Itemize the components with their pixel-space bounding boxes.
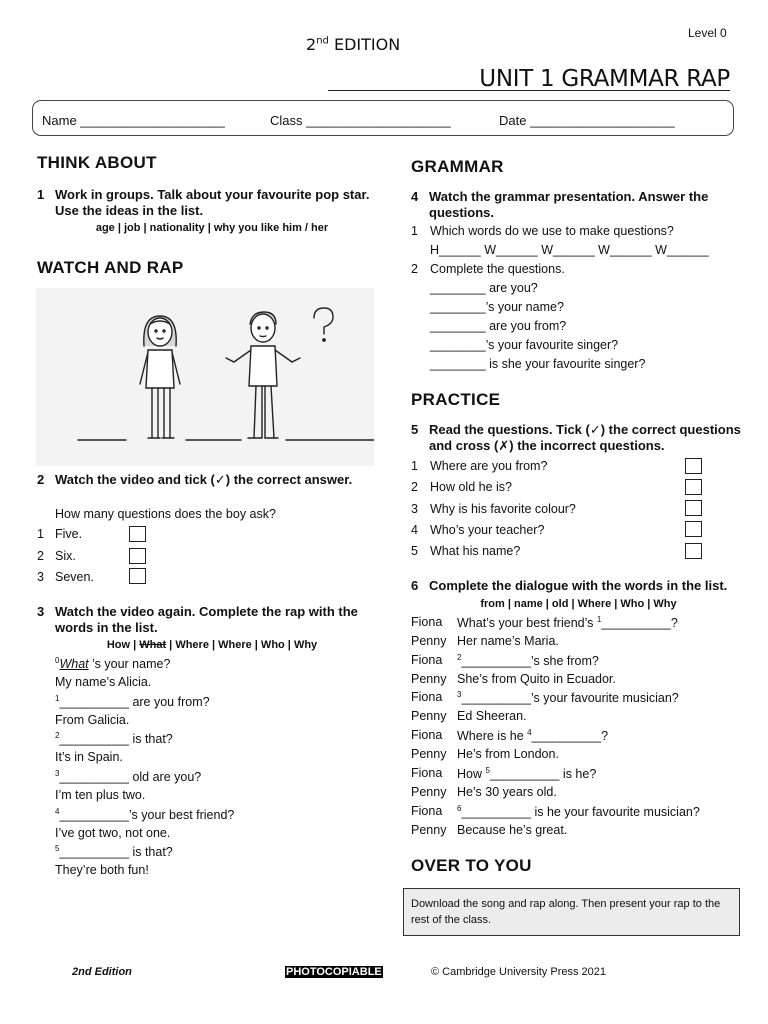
practice-heading: PRACTICE (411, 390, 501, 409)
rap-line[interactable]: $^4$__________’s your best friend? (55, 807, 235, 823)
exercise-2-question: How many questions does the boy ask? (55, 507, 276, 521)
dialogue-line: Because he’s great. (457, 823, 568, 837)
sub-question: Complete the questions. (430, 262, 565, 276)
sub-number: 1 (411, 224, 418, 238)
watch-and-rap-heading: WATCH AND RAP (37, 258, 184, 277)
tick-box[interactable] (129, 526, 146, 542)
rap-line[interactable]: $^5$__________ is that? (55, 844, 173, 860)
speaker: Fiona (411, 804, 443, 818)
speaker: Fiona (411, 690, 443, 704)
speaker: Fiona (411, 653, 443, 667)
dialogue-line: Her name’s Maria. (457, 634, 559, 648)
dialogue-line[interactable]: $^2$__________’s she from? (457, 653, 599, 669)
practice-question: What his name? (430, 544, 521, 558)
over-to-you-text: Download the song and rap along. Then present your rap to the rest of the class. (411, 898, 721, 926)
speaker: Fiona (411, 766, 443, 780)
question-word-blanks[interactable]: H______ W______ W______ W______ W______ (430, 243, 709, 257)
question-blank[interactable]: ________’s your name? (430, 300, 564, 314)
tick-box[interactable] (685, 500, 702, 516)
dialogue-line: Ed Sheeran. (457, 709, 527, 723)
level-label: Level 0 (688, 26, 727, 40)
speaker: Penny (411, 823, 447, 837)
practice-question: Where are you from? (430, 459, 548, 473)
exercise-4-instruction: 4 Watch the grammar presentation. Answer the questions. (411, 189, 709, 220)
exercise-3-instruction: 3 Watch the video again. Complete the rap with the words in the list. (37, 604, 358, 635)
photocopiable-badge: PHOTOCOPIABLE (286, 966, 382, 978)
dialogue-line[interactable]: $^3$__________’s your favourite musician? (457, 690, 679, 706)
speaker: Fiona (411, 728, 443, 742)
practice-question: Who’s your teacher? (430, 523, 545, 537)
option-label: Six. (55, 549, 76, 563)
rap-line[interactable]: $^3$__________ old are you? (55, 769, 202, 785)
rap-line: I’ve got two, not one. (55, 826, 171, 840)
item-number: 5 (411, 544, 418, 558)
illustration (36, 288, 374, 466)
question-blank[interactable]: ________’s your favourite singer? (430, 338, 619, 352)
page-title: UNIT 1 GRAMMAR RAP (479, 66, 730, 92)
practice-question: How old he is? (430, 480, 512, 494)
question-blank[interactable]: ________ are you from? (430, 319, 567, 333)
girl-and-boy-illustration (36, 288, 374, 466)
over-to-you-heading: OVER TO YOU (411, 856, 532, 875)
rap-line: I’m ten plus two. (55, 788, 146, 802)
item-number: 1 (411, 459, 418, 473)
tick-box[interactable] (685, 543, 702, 559)
speaker: Penny (411, 709, 447, 723)
rap-line: It’s in Spain. (55, 750, 123, 764)
item-number: 2 (411, 480, 418, 494)
rap-line[interactable]: $^2$__________ is that? (55, 731, 173, 747)
exercise-1-instruction: 1 Work in groups. Talk about your favourite pop star. Use the ideas in the list. (37, 187, 370, 218)
tick-box[interactable] (129, 548, 146, 564)
sub-number: 2 (411, 262, 418, 276)
tick-box[interactable] (129, 568, 146, 584)
rap-line[interactable]: $^1$__________ are you from? (55, 694, 210, 710)
speaker: Penny (411, 634, 447, 648)
rap-word-list: How | What | Where | Where | Who | Why (106, 639, 318, 651)
question-blank[interactable]: ________ is she your favourite singer? (430, 357, 646, 371)
speaker: Penny (411, 747, 447, 761)
option-number: 1 (37, 527, 44, 541)
exercise-6-instruction: 6 Complete the dialogue with the words in the list. (411, 578, 728, 593)
exercise-2-instruction: 2 Watch the video and tick (✓) the correct answer. (37, 472, 353, 487)
dialogue-line[interactable]: Where is he $^4$__________? (457, 728, 609, 744)
speaker: Penny (411, 672, 447, 686)
option-number: 2 (37, 549, 44, 563)
dialogue-word-list: from | name | old | Where | Who | Why (480, 598, 677, 610)
item-number: 3 (411, 502, 418, 516)
name-field[interactable]: Name ____________________ (42, 113, 225, 128)
edition-label: 2nd EDITION (306, 35, 401, 54)
option-label: Seven. (55, 570, 94, 584)
sub-question: Which words do we use to make questions? (430, 224, 674, 238)
ideas-list: age | job | nationality | why you like him / her (95, 222, 329, 234)
option-label: Five. (55, 527, 83, 541)
rap-line: From Galicia. (55, 713, 130, 727)
dialogue-line: He’s 30 years old. (457, 785, 557, 799)
dialogue-line[interactable]: $^6$__________ is he your favourite musician? (457, 804, 700, 820)
rap-line: My name’s Alicia. (55, 675, 152, 689)
tick-box[interactable] (685, 458, 702, 474)
dialogue-line[interactable]: What’s your best friend’s $^1$__________? (457, 615, 678, 631)
footer-copyright: © Cambridge University Press 2021 (431, 966, 607, 978)
exercise-5-instruction: 5 Read the questions. Tick (✓) the correct questions and cross (✗) the incorrect questions. (411, 422, 741, 453)
item-number: 4 (411, 523, 418, 537)
dialogue-line: She’s from Quito in Ecuador. (457, 672, 616, 686)
footer-edition: 2nd Edition (72, 966, 132, 978)
tick-box[interactable] (685, 521, 702, 537)
tick-box[interactable] (685, 479, 702, 495)
think-about-heading: THINK ABOUT (37, 153, 157, 172)
dialogue-line[interactable]: How $^5$__________ is he? (457, 766, 597, 782)
rap-line: They’re both fun! (55, 863, 149, 877)
question-blank[interactable]: ________ are you? (430, 281, 538, 295)
practice-question: Why is his favorite colour? (430, 502, 576, 516)
speaker: Fiona (411, 615, 443, 629)
grammar-heading: GRAMMAR (411, 157, 504, 176)
rap-line: $^0$What ’s your name? (55, 656, 171, 672)
dialogue-line: He’s from London. (457, 747, 559, 761)
date-field[interactable]: Date ____________________ (499, 113, 675, 128)
option-number: 3 (37, 570, 44, 584)
speaker: Penny (411, 785, 447, 799)
class-field[interactable]: Class ____________________ (270, 113, 451, 128)
